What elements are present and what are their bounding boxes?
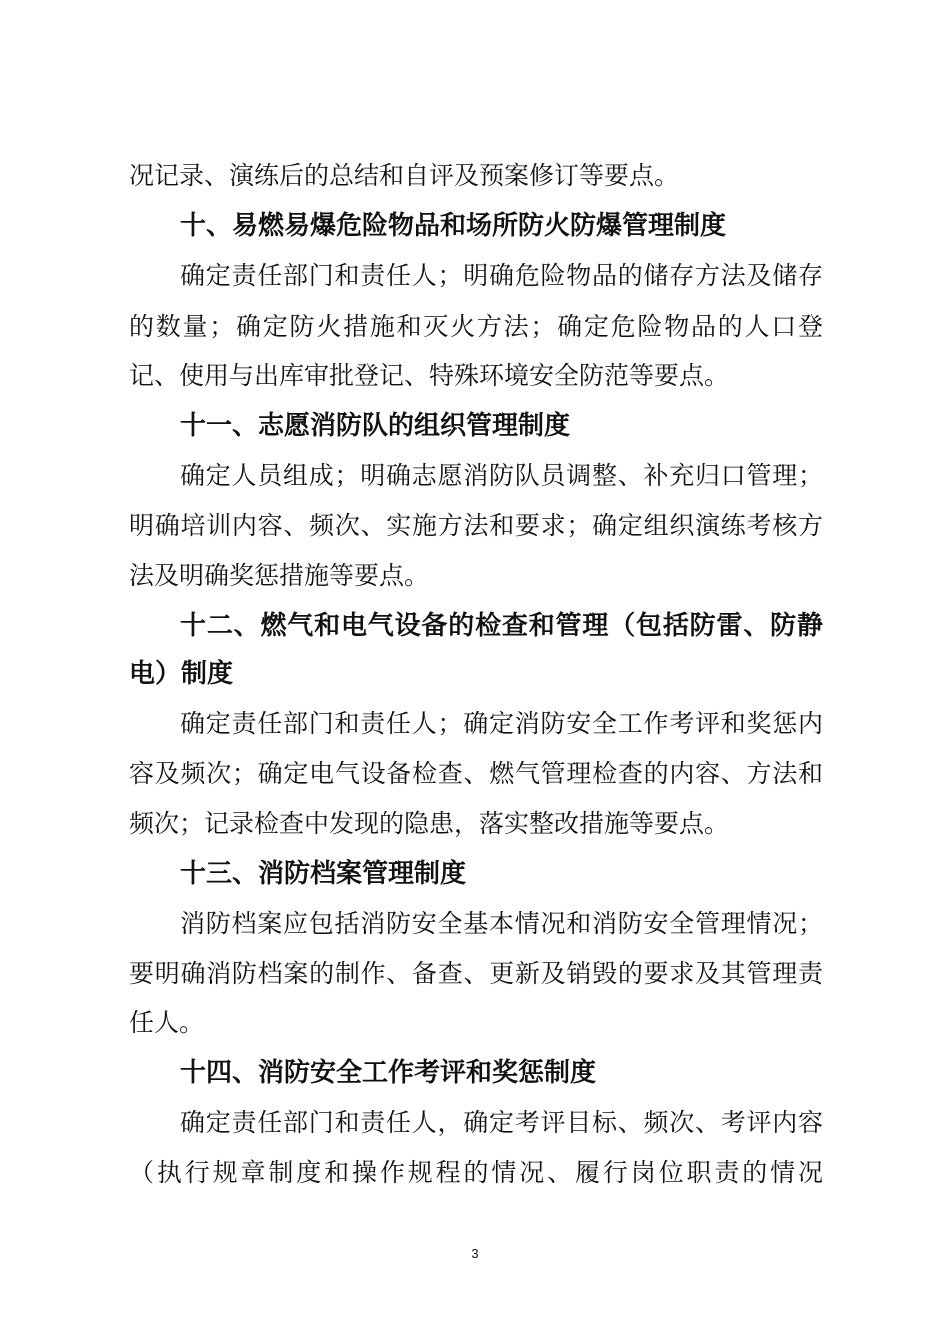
- body-line: 记、使用与出库审批登记、特殊环境安全防范等要点。: [129, 361, 730, 390]
- body-line: 容及频次；确定电气设备检查、燃气管理检查的内容、方法和: [129, 759, 823, 788]
- body-line: 任人。: [129, 1008, 205, 1037]
- body-line: （执行规章制度和操作规程的情况、履行岗位职责的情况: [129, 1158, 823, 1187]
- section-heading-12-continued: 电）制度: [129, 659, 234, 689]
- section-heading-13: 十三、消防档案管理制度: [180, 859, 467, 889]
- body-line: 确定责任部门和责任人；确定消防安全工作考评和奖惩内: [180, 709, 823, 738]
- body-line: 确定责任部门和责任人，确定考评目标、频次、考评内容: [180, 1108, 823, 1137]
- body-line: 的数量；确定防火措施和灭火方法；确定危险物品的人口登: [129, 312, 823, 341]
- body-line: 明确培训内容、频次、实施方法和要求；确定组织演练考核方: [129, 511, 823, 540]
- page-number: 3: [471, 1246, 479, 1261]
- section-heading-12: 十二、燃气和电气设备的检查和管理（包括防雷、防静: [180, 611, 823, 641]
- section-heading-11: 十一、志愿消防队的组织管理制度: [180, 411, 571, 441]
- body-line: 确定责任部门和责任人；明确危险物品的储存方法及储存: [180, 261, 823, 290]
- body-line: 况记录、演练后的总结和自评及预案修订等要点。: [129, 161, 680, 190]
- body-line: 消防档案应包括消防安全基本情况和消防安全管理情况；: [180, 909, 823, 938]
- body-line: 要明确消防档案的制作、备查、更新及销毁的要求及其管理责: [129, 959, 823, 988]
- body-line: 确定人员组成；明确志愿消防队员调整、补充归口管理；: [180, 461, 823, 490]
- body-line: 频次；记录检查中发现的隐患，落实整改措施等要点。: [129, 809, 730, 838]
- body-line: 法及明确奖惩措施等要点。: [129, 561, 430, 590]
- section-heading-14: 十四、消防安全工作考评和奖惩制度: [180, 1058, 597, 1088]
- section-heading-10: 十、易燃易爆危险物品和场所防火防爆管理制度: [180, 211, 727, 241]
